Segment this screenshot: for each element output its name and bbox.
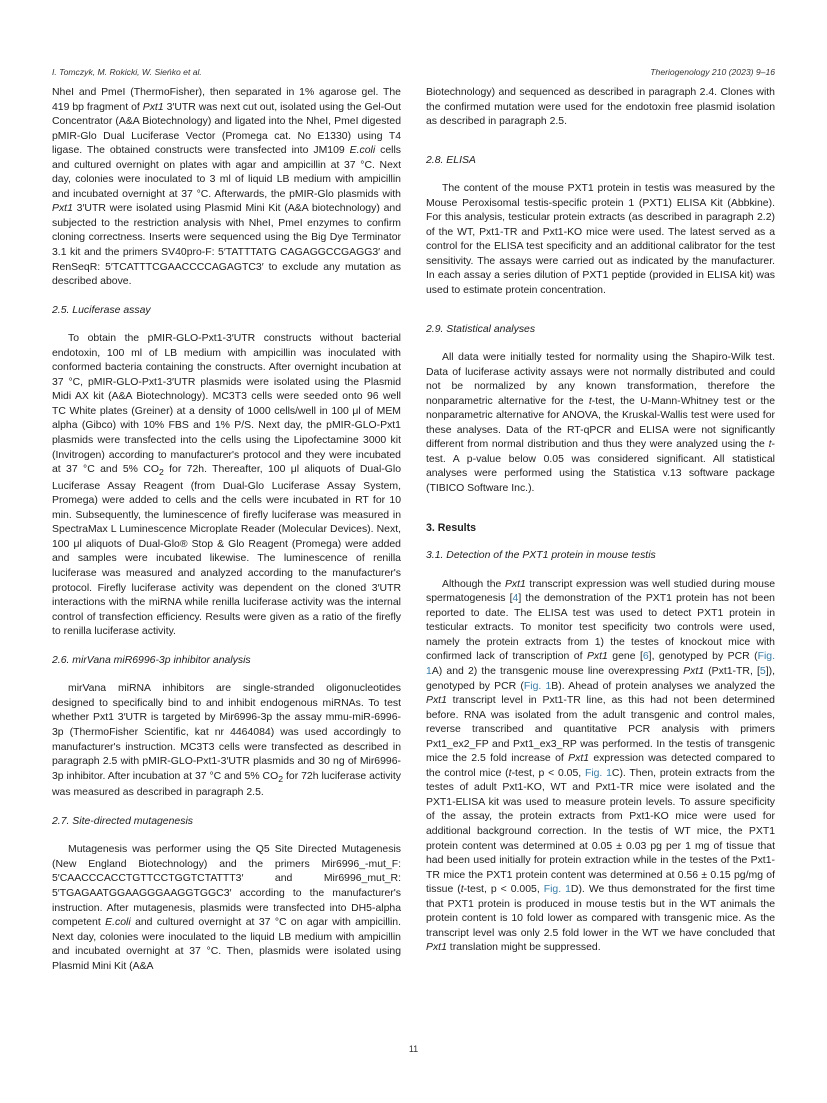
figure-link-1b[interactable]: Fig. 1 xyxy=(523,680,552,692)
section-heading-results: 3. Results xyxy=(426,521,477,534)
page-number: 11 xyxy=(408,1044,419,1054)
paragraph-2-5: To obtain the pMIR-GLO-Pxt1-3′UTR constructs without bacterial endotoxin, 100 ml of LB medium with ampicillin was inoculated with conformed bacteria containing the constructs. After overnight incubation at 37 °C, pMIR-GLO-Pxt1-3′UTR plasmids were isolated using the Plasmid Midi AX kit (A&A Biotechnology). MC3T3 cells were seeded onto 96 well TC White plates (Greiner) at a density of 1000 cells/well in 100 μl of MEM alpha (Gibco) with 10% FBS and 1% P/S. Next day, the pMIR-GLO-Pxt1 plasmids were transfected into the cells using the Lipofectamine 3000 kit (Invitrogen) according to manufacturer's protocol and they were incubated at 37 °C and 5% $CO_2$ for 72h. Thereafter, 100 μl aliquots of Dual-Glo Luciferase Assay Reagent (from Dual-Glo Luciferase Assay System, Promega) were added to cells and the cells were incubated in RT for 10 min. Subsequently, the luminescence of firefly luciferase was measured in SpectraMax L Luminescence Microplate Reader (Molecular Devices). Next, 100 μl aliquots of Dual-Glo® Stop & Glo Reagent (Promega) were added and samples were incubated likewise. The luminescence of renilla luciferase was measured and analyzed according to the manufacturer's protocol. Firefly luciferase activity was dependent on the cloned 3′UTR interactions with the miRNA while renilla luciferase activity was the internal control of transfection efficiency. Results were given as a ratio of the firefly to renilla luciferase activity. xyxy=(52,333,402,638)
section-heading-2-9: 2.9. Statistical analyses xyxy=(426,323,536,335)
running-head-authors: I. Tomczyk, M. Rokicki, W. Sieńko et al. xyxy=(52,67,202,77)
paragraph-2-7-continued: Biotechnology) and sequenced as described in paragraph 2.4. Clones with the confirmed mutation were used for the endotoxin free plasmid isolation as described in paragraph 2.5. xyxy=(426,87,775,128)
right-column xyxy=(426,86,775,956)
section-heading-3-1: 3.1. Detection of the PXT1 protein in mouse testis xyxy=(426,550,656,562)
left-column xyxy=(52,86,401,974)
paragraph-2-9: All data were initially tested for normality using the Shapiro-Wilk test. Data of luciferase activity assays were not normally distributed and could not be normalized by any known transformation, therefore the nonparametric alternative for the t-test, the U-Mann-Whitney test or the nonparametric alternative for ANOVA, the Kruskal-Wallis test were used for these analyses. Data of the RT-qPCR and ELISA were not significantly different from normal distribution and thus they were analyzed using the t-test. A p-value below 0.05 was considered significant. All statistical analyses were performed using the Statistica v.13 software package (TIBICO Software Inc.). xyxy=(426,352,775,495)
figure-link-1a[interactable]: Fig. 1 xyxy=(426,651,775,677)
figure-link-1d[interactable]: Fig. 1 xyxy=(543,884,571,896)
paragraph-2-6: mirVana miRNA inhibitors are single-stranded oligonucleotides designed to specifically bind to and inhibit endogenous miRNAs. To test whether Pxt1 3′UTR is targeted by Mir6996-3p the assay mmu-miR-6996-3p (ThermoFisher Scientific, kat nr 4464084) was used accordingly to manufacturer's instruction. MC3T3 cells were transfected as described in paragraph 2.5 with pMIR-GLO-Pxt1-3′UTR plasmids and 30 ng of Mir6996-3p inhibitor. After incubation at 37 °C and 5% $CO_2$ for 72h luciferase activity was measured as described in paragraph 2.5. xyxy=(52,683,401,799)
paragraph-3-1: Although the Pxt1 transcript expression was well studied during mouse spermatogenesis [4] the demonstration of the PXT1 protein has not been reported to date. The ELISA test was used to detect PXT1 protein in testicular extracts. To monitor test specificity two controls were used, namely the protein extracts from 1) the testes of knockout mice with confirmed lack of transcription of Pxt1 gene [6], genotyped by PCR (Fig. 1A) and 2) the transgenic mouse line overexpressing Pxt1 (Pxt1-TR, [5]), genotyped by PCR (Fig. 1B). Ahead of protein analyses we analyzed the Pxt1 transcript level in Pxt1-TR line, as this had not been determined before. RNA was isolated from the adult transgenic and control males, reverse transcribed and quantitative PCR analysis with primers Pxt1_ex2_FP and Pxt1_ex3_RP was performed. In the testis of transgenic mice the 2.5 fold increase of Pxt1 expression was detected compared to the control mice (t-test, p < 0.05, Fig. 1C). Then, protein extracts from the testes of adult Pxt1-KO, WT and Pxt1-TR mice were isolated and the PXT1-ELISA kit was used to measure protein levels. To assure specificity of the assay, the protein extracts from Pxt1-KO mice were used for additional background correction. In the testis of WT mice, the PXT1 protein content was determined at 0.05 ± 0.03 pg per 1 mg of tissue that had been used initially for protein extraction while in the testes of the Pxt1-TR mice the PXT1 protein content was determined at 0.56 ± 0.15 pg/mg of tissue (t-test, p < 0.005, Fig. 1D). We thus demonstrated for the first time that PXT1 protein is produced in mouse testis but in the WT animals the protein content is 10 fold lower as compared with transgenic mice. As the transcript level was only 2.5 fold lower in the WT we have concluded that Pxt1 translation might be suppressed. xyxy=(426,578,776,954)
paragraph-2-4-continued: NheI and PmeI (ThermoFisher), then separated in 1% agarose gel. The 419 bp fragment of Pxt1 3′UTR was next cut out, isolated using the Gel-Out Concentrator (A&A Biotechnology) and ligated into the NheI, PmeI digested pMIR-Glo Dual Luciferase Vector (Promega cat. No E1330) using T4 ligase. The obtained constructs were transfected into JM109 E.coli cells and cultured overnight on plates with agar and ampicillin at 37 °C. Next day, colonies were inoculated to 3 ml of liquid LB medium with ampicillin and incubated overnight at 37 °C. Afterwards, the pMIR-Glo plasmids with Pxt1 3′UTR were isolated using Plasmid Mini Kit (A&A biotechnology) and subjected to the restriction analysis with NheI, PmeI enzymes to confirm cloning correctness. Inserts were sequenced using the Big Dye Terminator 3.1 kit and the primers SV40pro-F: 5′TATTTATG CAGAGGCCGAGG3′ and RenSeqR: 5′TCATTTCGAACCCCAGAGTC3′ to exclude any mutation as described above. xyxy=(52,87,402,288)
figure-link-1c[interactable]: Fig. 1 xyxy=(584,767,612,779)
section-heading-2-8: 2.8. ELISA xyxy=(426,154,476,166)
section-heading-2-6: 2.6. mirVana miR6996-3p inhibitor analysis xyxy=(52,654,251,666)
section-heading-2-5: 2.5. Luciferase assay xyxy=(52,304,151,316)
paragraph-2-7: Mutagenesis was performer using the Q5 Site Directed Mutagenesis (New England Biotechnology) and the primers Mir6996_-mut_F: 5′CAACCCACCTGTTCCTGGTCTATTT3′ and Mir6996_mut_R: 5′TGAGAATGGAAGGGAAGGTGGC3′ according to the manufacturer's instruction. After mutagenesis, plasmids were transfected into DH5-alpha competent E.coli and cultured overnight at 37 °C on agar with ampicillin. Next day, colonies were inoculated to the liquid LB medium with ampicillin and incubated overnight at 37 °C. Then, plasmids were isolated using Plasmid Mini Kit (A&A xyxy=(52,844,401,972)
citation-link-4[interactable]: 4 xyxy=(512,593,519,605)
paragraph-2-8: The content of the mouse PXT1 protein in testis was measured by the Mouse Peroxisomal testis-specific protein 1 (PXT1) ELISA Kit (Abbkine). For this analysis, testicular protein extracts (as described in paragraph 2.2) of the WT, Pxt1-TR and Pxt1-KO mice were used. The latest served as a control for the ELISA test specificity and an additional calibrator for the test sensitivity. The assays were carried out as indicated by the manufacturer. In each assay a series dilution of PXT1 peptide (provided in ELISA kit) was used to estimate protein concentration. xyxy=(426,183,775,297)
citation-link-6[interactable]: 6 xyxy=(642,651,649,663)
running-head-journal: Theriogenology 210 (2023) 9–16 xyxy=(650,67,775,77)
section-heading-2-7: 2.7. Site-directed mutagenesis xyxy=(52,815,193,827)
citation-link-5[interactable]: 5 xyxy=(759,665,766,677)
